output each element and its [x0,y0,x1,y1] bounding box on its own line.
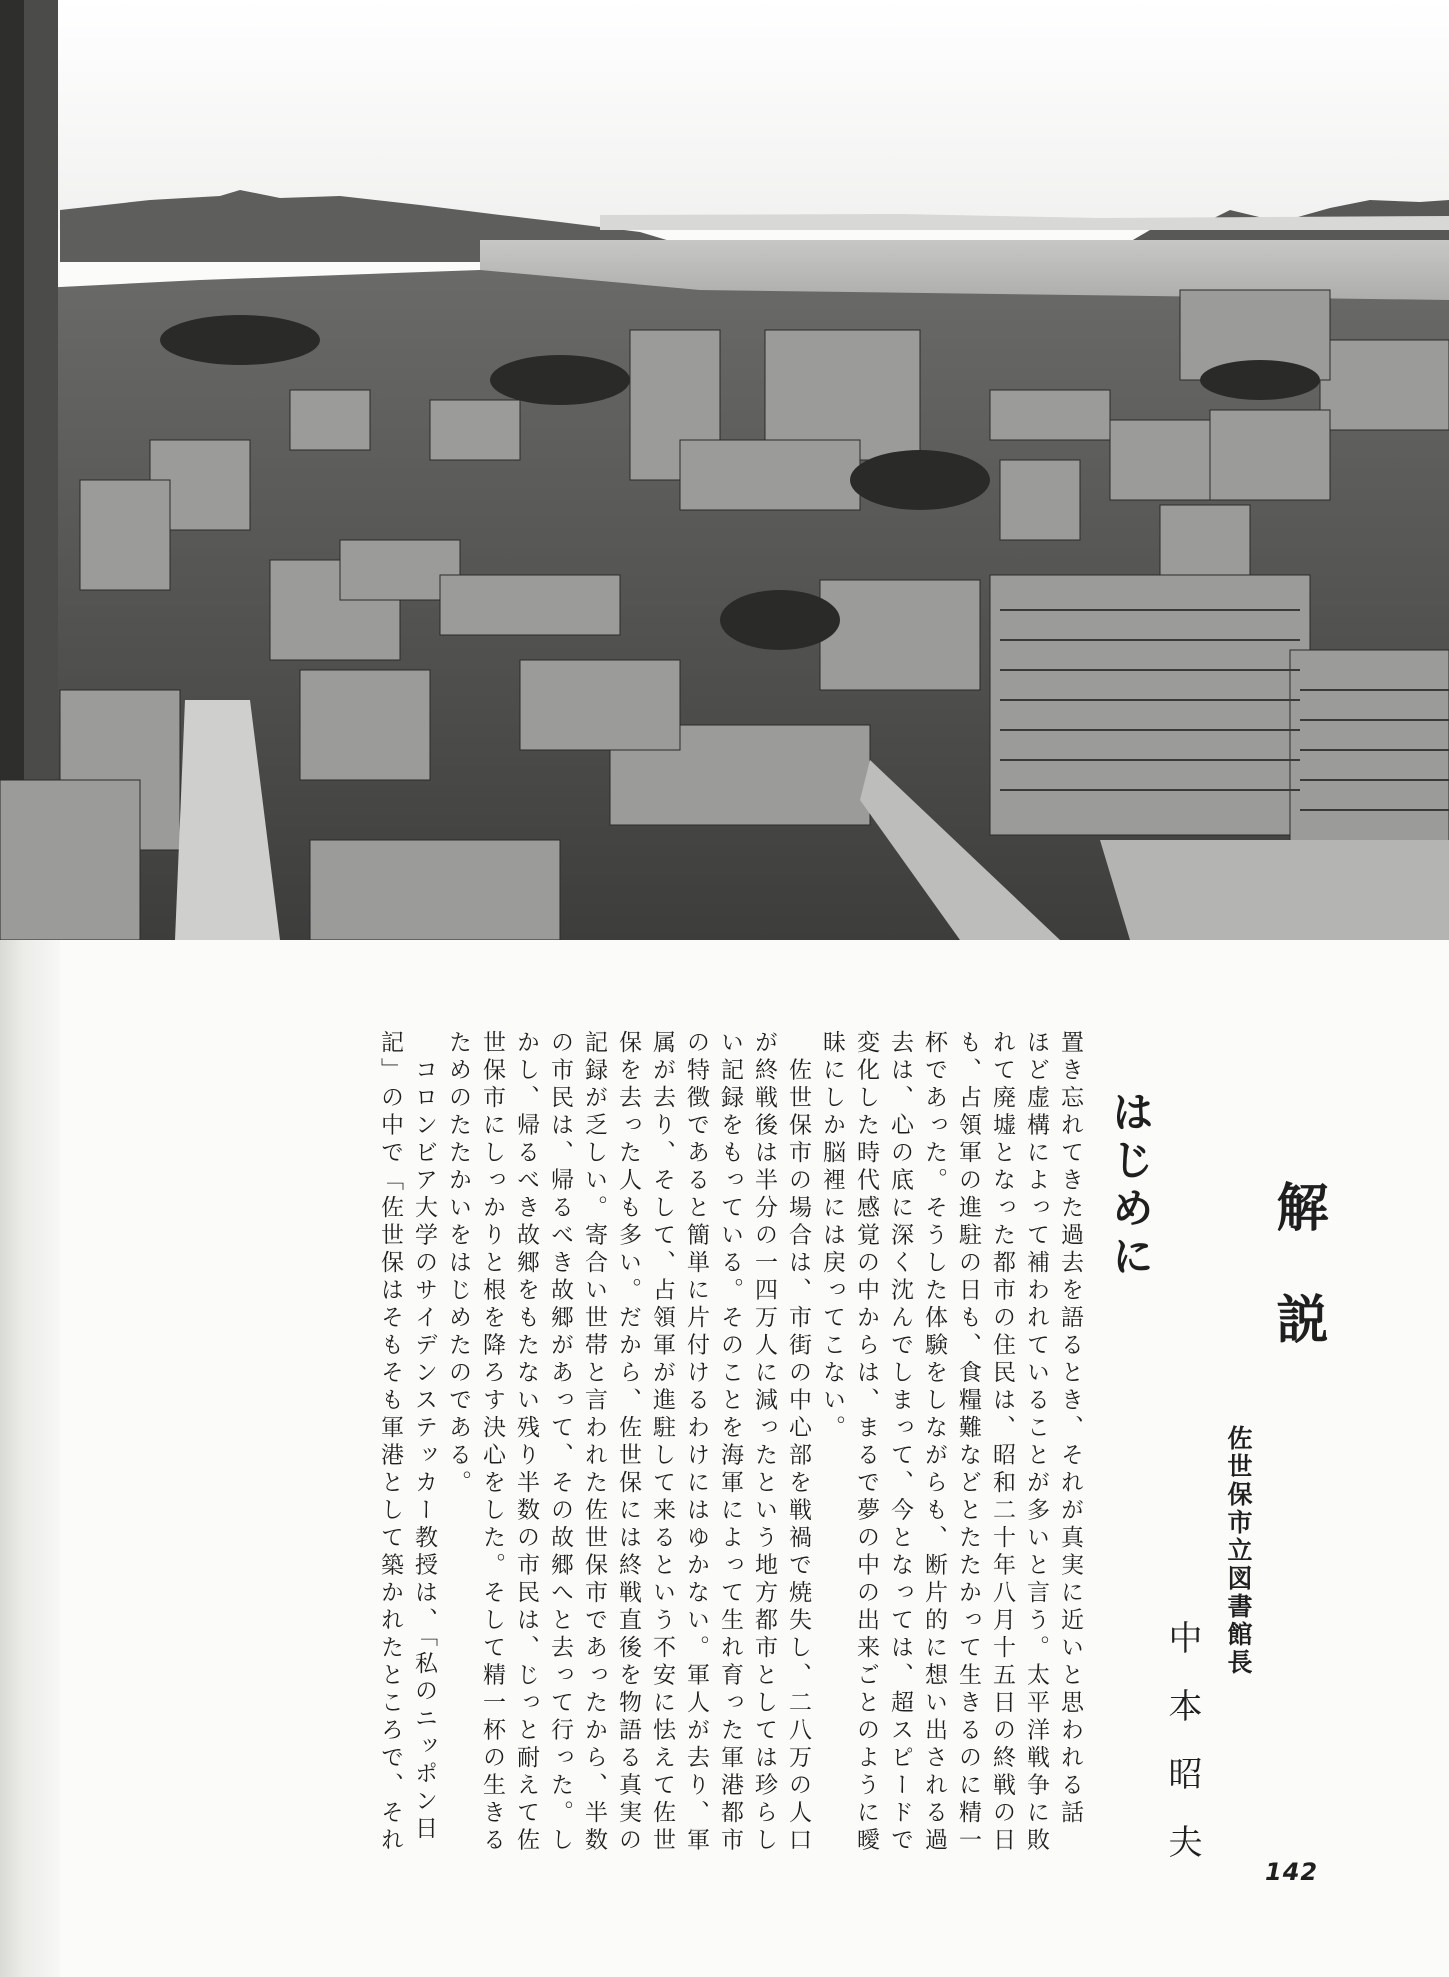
body-column: 去は、心の底に深く沈んでしまって、今となっては、超スピードで [887,1030,913,1855]
body-column: の特徴であると簡単に片付けるわけにはゆかない。軍人が去り、軍 [683,1030,709,1855]
body-column: の市民は、帰るべき故郷があって、その故郷へと去って行った。し [547,1030,573,1855]
page-number: 142 [1265,1858,1319,1886]
photo-canvas [0,0,1449,940]
body-column: い記録をもっている。そのことを海軍によって生れ育った軍港都市 [717,1030,743,1855]
body-column: 変化した時代感覚の中からは、まるで夢の中の出来ごとのように曖 [853,1030,879,1855]
article-title: 解説 [1267,1180,1328,1404]
section-heading: はじめに [1106,1090,1155,1282]
body-column: 置き忘れてきた過去を語るとき、それが真実に近いと思われる話 [1057,1030,1083,1828]
body-column: 記」の中で「佐世保はそもそも軍港として築かれたところで、それ [377,1030,403,1855]
body-column: 佐世保市の場合は、市街の中心部を戦禍で焼失し、二八万の人口 [785,1030,811,1855]
body-column: 昧にしか脳裡には戻ってこない。 [819,1030,845,1443]
author-affiliation: 佐世保市立図書館長 [1224,1425,1253,1677]
body-column: 属が去り、そして、占領軍が進駐して来るという不安に怯えて佐世 [649,1030,675,1855]
body-column: コロンビア大学のサイデンステッカー教授は、「私のニッポン日 [411,1030,437,1844]
body-column: かし、帰るべき故郷をもたない残り半数の市民は、じっと耐えて佐 [513,1030,539,1855]
body-column: ほど虚構によって補われていることが多いと言う。太平洋戦争に敗 [1023,1030,1049,1855]
body-column: が終戦後は半分の一四万人に減ったという地方都市としては珍らし [751,1030,777,1855]
body-column: 世保市にしっかりと根を降ろす決心をした。そして精一杯の生きる [479,1030,505,1855]
body-column: ためのたたかいをはじめたのである。 [445,1030,471,1498]
body-column: も、占領軍の進駐の日も、食糧難などとたたかって生きるのに精一 [955,1030,981,1855]
body-column: 杯であった。そうした体験をしながらも、断片的に想い出される過 [921,1030,947,1855]
body-column: れて廃墟となった都市の住民は、昭和二十年八月十五日の終戦の日 [989,1030,1015,1855]
body-column: 記録が乏しい。寄合い世帯と言われた佐世保市であったから、半数 [581,1030,607,1855]
city-harbor-photo [0,0,1449,940]
body-column: 保を去った人も多い。だから、佐世保には終戦直後を物語る真実の [615,1030,641,1855]
author-name: 中本昭夫 [1162,1620,1202,1892]
